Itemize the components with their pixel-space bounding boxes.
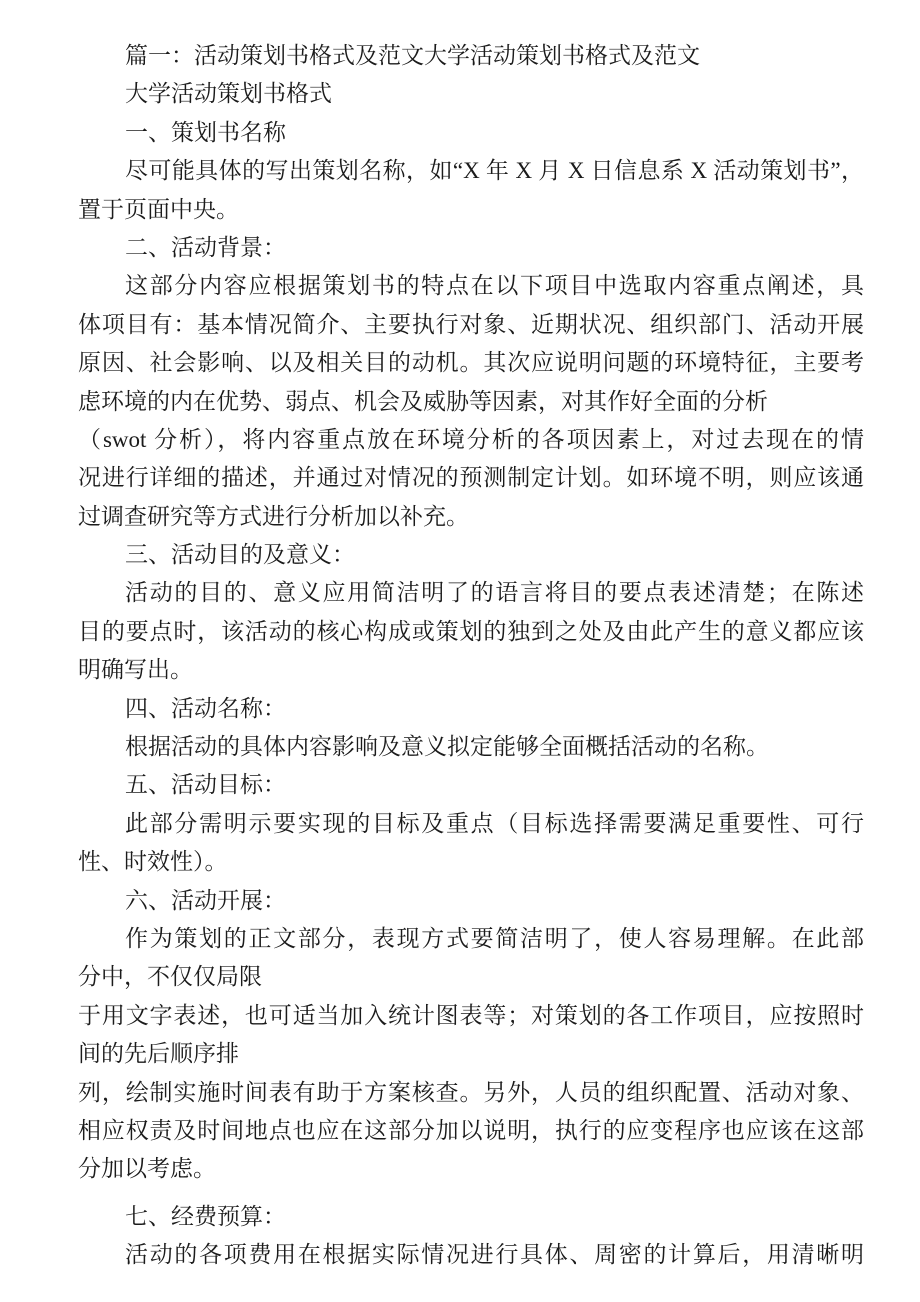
document-line-5: 置于页面中央。	[78, 196, 239, 222]
document-text-block	[78, 37, 864, 1275]
document-line-17: 明确写出。	[78, 657, 193, 683]
document-line-9: 原因、社会影响、以及相关目的动机。其次应说明问题的环境特征，主要考	[78, 350, 864, 376]
document-line-3: 一、策划书名称	[125, 119, 286, 145]
document-line-8: 体项目有：基本情况简介、主要执行对象、近期状况、组织部门、活动开展	[78, 311, 864, 337]
document-line-16: 目的要点时，该活动的核心构成或策划的独到之处及由此产生的意义都应该	[78, 618, 864, 644]
document-line-25: 分中，不仅仅局限	[78, 964, 262, 990]
document-line-21: 此部分需明示要实现的目标及重点（目标选择需要满足重要性、可行	[125, 810, 864, 836]
document-line-13: 过调查研究等方式进行分析加以补充。	[78, 503, 469, 529]
document-line-28: 列，绘制实施时间表有助于方案核查。另外，人员的组织配置、活动对象、	[78, 1079, 864, 1105]
document-line-23: 六、活动开展：	[125, 887, 286, 913]
document-line-14: 三、活动目的及意义：	[125, 542, 355, 568]
document-line-12: 况进行详细的描述，并通过对情况的预测制定计划。如环境不明，则应该通	[78, 465, 864, 491]
document-line-27: 间的先后顺序排	[78, 1041, 239, 1067]
document-line-19: 根据活动的具体内容影响及意义拟定能够全面概括活动的名称。	[125, 734, 769, 760]
document-line-30: 分加以考虑。	[78, 1156, 216, 1182]
document-line-2: 大学活动策划书格式	[125, 81, 332, 107]
document-line-6: 二、活动背景：	[125, 234, 286, 260]
document-line-10: 虑环境的内在优势、弱点、机会及威胁等因素，对其作好全面的分析	[78, 388, 768, 414]
document-line-26: 于用文字表述，也可适当加入统计图表等；对策划的各工作项目，应按照时	[78, 1002, 864, 1028]
document-line-11: （swot 分析），将内容重点放在环境分析的各项因素上，对过去现在的情	[78, 426, 864, 452]
document-line-24: 作为策划的正文部分，表现方式要简洁明了，使人容易理解。在此部	[125, 925, 864, 951]
document-line-32: 活动的各项费用在根据实际情况进行具体、周密的计算后，用清晰明	[125, 1242, 864, 1268]
document-line-29: 相应权责及时间地点也应在这部分加以说明，执行的应变程序也应该在这部	[78, 1117, 864, 1143]
document-line-31: 七、经费预算：	[125, 1203, 286, 1229]
document-line-20: 五、活动目标：	[125, 772, 286, 798]
document-line-18: 四、活动名称：	[125, 695, 286, 721]
document-line-7: 这部分内容应根据策划书的特点在以下项目中选取内容重点阐述，具	[125, 273, 864, 299]
document-line-22: 性、时效性）。	[78, 849, 228, 875]
document-line-1: 篇一：活动策划书格式及范文大学活动策划书格式及范文	[125, 43, 700, 68]
document-line-15: 活动的目的、意义应用简洁明了的语言将目的要点表述清楚；在陈述	[125, 580, 864, 606]
document-line-4: 尽可能具体的写出策划名称，如“X 年 X 月 X 日信息系 X 活动策划书”，	[125, 158, 864, 184]
